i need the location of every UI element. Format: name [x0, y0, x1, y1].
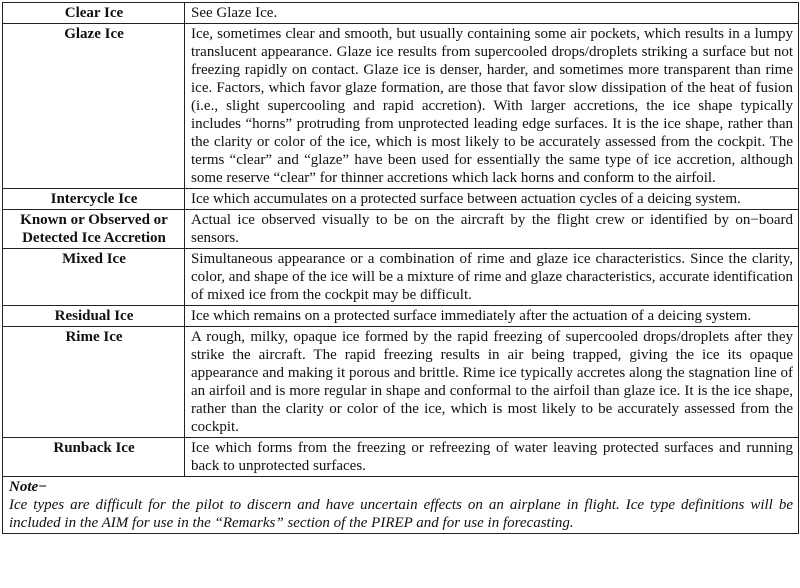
definition-runback-ice: Ice which forms from the freezing or refreezing of water leaving protected surfaces and running back to unprotected surfaces.: [185, 438, 799, 477]
table-row: [3, 210, 799, 249]
table-row: [3, 189, 799, 210]
term-rime-ice: Rime Ice: [3, 327, 185, 438]
note-heading: Note−: [9, 479, 48, 495]
ice-definitions-document: [2, 2, 798, 534]
table-row: [3, 24, 799, 189]
table-row: [3, 327, 799, 438]
note-row: [3, 477, 799, 534]
table-row: [3, 306, 799, 327]
term-glaze-ice: Glaze Ice: [3, 24, 185, 189]
ice-definitions-table: [2, 2, 799, 534]
definition-rime-ice: A rough, milky, opaque ice formed by the rapid freezing of supercooled drops/droplets after they strike the aircraft. The rapid freezing results in air being trapped, giving the ice its opaque appearance and making it porous and brittle. Rime ice typically accretes along the stagnation line of an airfoil and is more regular in shape and conformal to the airfoil than glaze ice. It is the ice shape, rather than the clarity or color of the ice, which is most likely to be accurately assessed from the cockpit.: [185, 327, 799, 438]
term-runback-ice: Runback Ice: [3, 438, 185, 477]
note-body: Ice types are difficult for the pilot to discern and have uncertain effects on an airplane in flight. Ice type definitions will be included in the AIM for use in the “Remarks” section of the PIREP and for use in forecasting.: [9, 497, 793, 531]
definition-residual-ice: Ice which remains on a protected surface immediately after the actuation of a deicing system.: [185, 306, 799, 327]
term-mixed-ice: Mixed Ice: [3, 249, 185, 306]
term-residual-ice: Residual Ice: [3, 306, 185, 327]
definition-clear-ice: See Glaze Ice.: [185, 3, 799, 24]
definition-known-observed-detected-ice: Actual ice observed visually to be on the aircraft by the flight crew or identified by on−board sensors.: [185, 210, 799, 249]
definition-mixed-ice: Simultaneous appearance or a combination of rime and glaze ice characteristics. Since the clarity, color, and shape of the ice will be a mixture of rime and glaze characteristics, accurate identification of mixed ice from the cockpit may be difficult.: [185, 249, 799, 306]
table-row: [3, 249, 799, 306]
term-known-observed-detected-ice: Known or Observed or Detected Ice Accretion: [3, 210, 185, 249]
definition-intercycle-ice: Ice which accumulates on a protected surface between actuation cycles of a deicing system.: [185, 189, 799, 210]
note-cell: [3, 477, 799, 534]
term-clear-ice: Clear Ice: [3, 3, 185, 24]
definition-glaze-ice: Ice, sometimes clear and smooth, but usually containing some air pockets, which results in a lumpy translucent appearance. Glaze ice results from supercooled drops/droplets striking a surface but not freezing rapidly on contact. Glaze ice is denser, harder, and sometimes more transparent than rime ice. Factors, which favor glaze formation, are those that favor slow dissipation of the heat of fusion (i.e., slight supercooling and rapid accretion). With larger accretions, the ice shape typically includes “horns” protruding from unprotected leading edge surfaces. It is the ice shape, rather than the clarity or color of the ice, which is most likely to be accurately assessed from the cockpit. The terms “clear” and “glaze” have been used for essentially the same type of ice accretion, although some reserve “clear” for thinner accretions which lack horns and conform to the airfoil.: [185, 24, 799, 189]
table-row: [3, 438, 799, 477]
table-row: [3, 3, 799, 24]
term-intercycle-ice: Intercycle Ice: [3, 189, 185, 210]
